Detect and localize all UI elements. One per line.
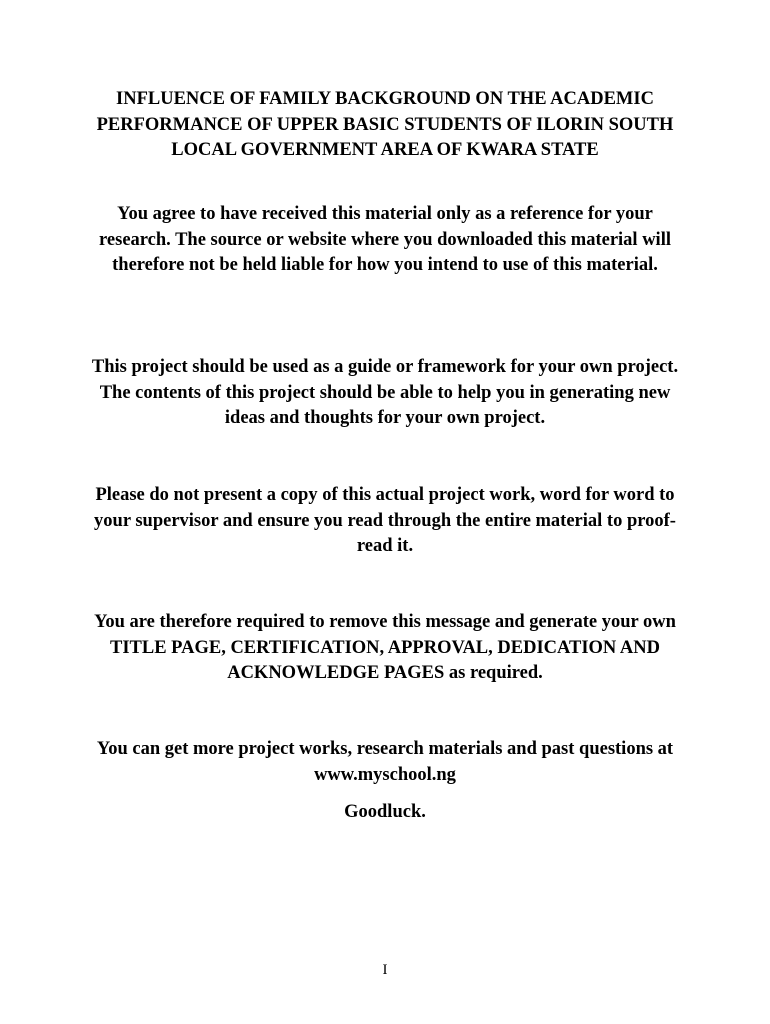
- instruction-paragraph: You are therefore required to remove this message and generate your own TITLE PAGE, CERTIFICATION, APPROVAL, DEDICATION AND ACKNOWLEDGE PAGES as required.: [94, 612, 676, 684]
- document-title: INFLUENCE OF FAMILY BACKGROUND ON THE ACADEMIC PERFORMANCE OF UPPER BASIC STUDENTS OF ILORIN SOUTH LOCAL GOVERNMENT AREA OF KWARA STATE: [96, 89, 674, 161]
- warning-paragraph: Please do not present a copy of this actual project work, word for word to your supervisor and ensure you read through the entire material to proof-read it.: [94, 485, 676, 557]
- disclaimer-paragraph: You agree to have received this material only as a reference for your research. The source or website where you downloaded this material will therefore not be held liable for how you intend to use of this material.: [99, 204, 671, 276]
- resources-paragraph: You can get more project works, research materials and past questions at www.myschool.ng: [96, 739, 674, 785]
- page-number: I: [382, 962, 388, 978]
- guide-paragraph: This project should be used as a guide or framework for your own project. The contents of this project should be able to help you in generating new ideas and thoughts for your own project.: [91, 357, 679, 429]
- closing-text: Goodluck.: [344, 802, 426, 822]
